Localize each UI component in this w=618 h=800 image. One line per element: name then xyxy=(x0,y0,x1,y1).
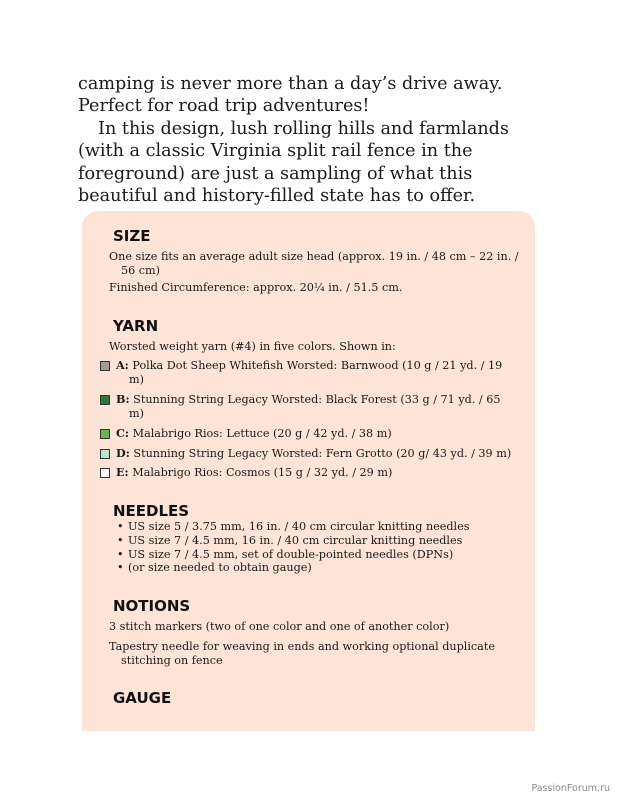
list-item: • US size 5 / 3.75 mm, 16 in. / 40 cm circular knitting needles xyxy=(111,520,470,534)
list-item: • (or size needed to obtain gauge) xyxy=(111,561,470,575)
yarn-intro: Worsted weight yarn (#4) in five colors. Shown in: xyxy=(109,340,396,353)
finished-circumference: Finished Circumference: approx. 20¼ in. / 51.5 cm. xyxy=(109,281,403,294)
needles-list xyxy=(111,520,470,575)
yarn-letter: C: xyxy=(116,426,130,440)
size-heading: SIZE xyxy=(113,227,151,245)
intro-paragraph: In this design, lush rolling hills and farmlands (with a classic Virginia split rail fence in the foreground) are just a sampling of what this beautiful and history-filled state has to offer. xyxy=(78,118,509,207)
color-swatch-e xyxy=(100,468,110,478)
yarn-color-d xyxy=(100,447,536,461)
size-text: One size fits an average adult size head (approx. 19 in. / 48 cm – 22 in. / 56 cm) xyxy=(109,250,519,277)
yarn-description: Stunning String Legacy Worsted: Fern Grotto (20 g/ 43 yd. / 39 m) xyxy=(133,447,512,460)
intro-line-2: Perfect for road trip adventures! xyxy=(78,96,370,117)
color-swatch-b xyxy=(100,395,110,405)
list-item: • US size 7 / 4.5 mm, 16 in. / 40 cm circular knitting needles xyxy=(111,534,470,548)
yarn-color-c xyxy=(100,427,536,441)
yarn-letter: D: xyxy=(116,446,130,460)
yarn-description: Polka Dot Sheep Whitefish Worsted: Barnwood (10 g / 21 yd. / 19 xyxy=(132,359,503,372)
notions-tapestry-needle: Tapestry needle for weaving in ends and working optional duplicate stitching on fence xyxy=(109,640,495,667)
gauge-heading: GAUGE xyxy=(113,689,172,707)
yarn-color-e xyxy=(100,466,536,480)
yarn-letter: E: xyxy=(116,465,129,479)
color-swatch-c xyxy=(100,429,110,439)
intro-line-1: camping is never more than a day’s drive away. xyxy=(78,74,503,94)
yarn-description-cont: m) xyxy=(129,406,144,420)
yarn-description: Stunning String Legacy Worsted: Black Forest (33 g / 71 yd. / 65 xyxy=(133,393,501,406)
watermark: PassionForum.ru xyxy=(531,783,610,794)
notions-heading: NOTIONS xyxy=(113,597,191,615)
yarn-description: Malabrigo Rios: Lettuce (20 g / 42 yd. / 38 m) xyxy=(132,427,392,440)
list-item: • US size 7 / 4.5 mm, set of double-pointed needles (DPNs) xyxy=(111,548,470,562)
yarn-description: Malabrigo Rios: Cosmos (15 g / 32 yd. / 29 m) xyxy=(132,466,393,479)
yarn-color-b xyxy=(100,393,536,420)
color-swatch-d xyxy=(100,449,110,459)
materials-panel xyxy=(82,211,535,731)
intro-text xyxy=(78,73,548,207)
color-swatch-a xyxy=(100,361,110,371)
needles-heading: NEEDLES xyxy=(113,502,190,520)
yarn-heading: YARN xyxy=(113,317,159,335)
yarn-letter: B: xyxy=(116,392,130,406)
yarn-description-cont: m) xyxy=(129,372,144,386)
yarn-letter: A: xyxy=(116,358,129,372)
yarn-color-a xyxy=(100,359,536,386)
notions-stitch-markers: 3 stitch markers (two of one color and one of another color) xyxy=(109,620,450,633)
